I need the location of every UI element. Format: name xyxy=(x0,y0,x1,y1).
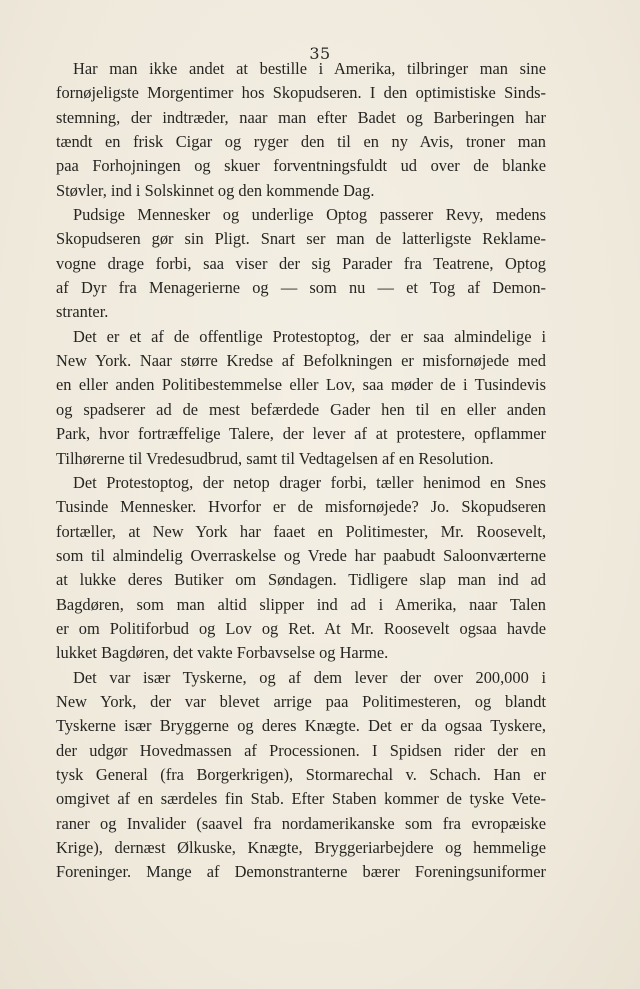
text-line: Det var især Tyskerne, og af dem lever der over 200,000 i xyxy=(73,667,546,687)
text-line: Tusinde Mennesker. Hvorfor er de misfornøjede? Jo. Skopudseren xyxy=(56,497,546,517)
text-line: en eller anden Politibestemmelse eller Lov, saa møder de i Tusindevis xyxy=(56,375,546,395)
text-line: Tyskerne især Bryggerne og deres Knægte. Det er da ogsaa Tyskere, xyxy=(56,716,546,736)
text-line: Bagdøren, som man altid slipper ind ad i Amerika, naar Talen xyxy=(56,594,546,614)
page-number: 35 xyxy=(309,44,331,63)
text-line: af Dyr fra Menagerierne og — som nu — et Tog af Demon- xyxy=(56,278,546,298)
text-line: fortæller, at New York har faaet en Politimester, Mr. Roosevelt, xyxy=(56,521,546,541)
paragraph xyxy=(56,666,546,885)
text-line: Skopudseren gør sin Pligt. Snart ser man de latterligste Reklame- xyxy=(56,229,546,249)
text-line: lukket Bagdøren, det vakte Forbavselse og Harme. xyxy=(56,643,389,663)
paragraph xyxy=(56,57,546,203)
paragraph xyxy=(56,203,546,325)
text-line: og spadserer ad de mest befærdede Gader hen til en eller anden xyxy=(56,399,546,419)
text-line: stemning, der indtræder, naar man efter Badet og Barberingen har xyxy=(56,107,546,127)
text-line: at lukke deres Butiker om Søndagen. Tidligere slap man ind ad xyxy=(56,570,546,590)
text-line: fornøjeligste Morgentimer hos Skopudseren. I den optimistiske Sinds- xyxy=(56,83,546,103)
text-line: omgivet af en særdeles fin Stab. Efter Staben kommer de tyske Vete- xyxy=(56,789,546,809)
text-line: paa Forhojningen og skuer forventningsfuldt ud over de blanke xyxy=(56,156,546,176)
text-line: Pudsige Mennesker og underlige Optog passerer Revy, medens xyxy=(73,205,546,225)
text-line: Det er et af de offentlige Protestoptog, der er saa almindelige i xyxy=(73,326,546,346)
text-line: stranter. xyxy=(56,302,109,322)
body-text xyxy=(56,57,546,885)
paragraph xyxy=(56,325,546,471)
text-line: Det Protestoptog, der netop drager forbi, tæller henimod en Snes xyxy=(73,472,546,492)
text-line: Park, hvor fortræffelige Talere, der lever af at protestere, opflammer xyxy=(56,424,546,444)
text-line: Foreninger. Mange af Demonstranterne bærer Foreningsuniformer xyxy=(56,862,546,882)
text-line: tysk General (fra Borgerkrigen), Stormarechal v. Schach. Han er xyxy=(56,764,546,784)
text-line: New York, der var blevet arrige paa Politimesteren, og blandt xyxy=(56,691,546,711)
text-line: Tilhørerne til Vredesudbrud, samt til Vedtagelsen af en Resolution. xyxy=(56,448,494,468)
text-line: Støvler, ind i Solskinnet og den kommende Dag. xyxy=(56,180,375,200)
text-line: er om Politiforbud og Lov og Ret. At Mr. Roosevelt ogsaa havde xyxy=(56,618,546,638)
text-line: Har man ikke andet at bestille i Amerika, tilbringer man sine xyxy=(73,59,546,78)
text-line: Krige), dernæst Ølkuske, Knægte, Bryggeriarbejdere og hemmelige xyxy=(56,838,546,857)
text-line: vogne drage forbi, saa viser der sig Parader fra Teatrene, Optog xyxy=(56,253,546,273)
text-line: raner og Invalider (saavel fra nordamerikanske som fra evropæiske xyxy=(56,813,546,833)
paragraph xyxy=(56,471,546,666)
text-line: der udgør Hovedmassen af Processionen. I Spidsen rider der en xyxy=(56,740,546,760)
text-line: som til almindelig Overraskelse og Vrede har paabudt Saloonværterne xyxy=(56,545,546,565)
text-line: New York. Naar større Kredse af Befolkningen er misfornøjede med xyxy=(56,351,546,371)
text-line: tændt en frisk Cigar og ryger den til en ny Avis, troner man xyxy=(56,132,546,152)
